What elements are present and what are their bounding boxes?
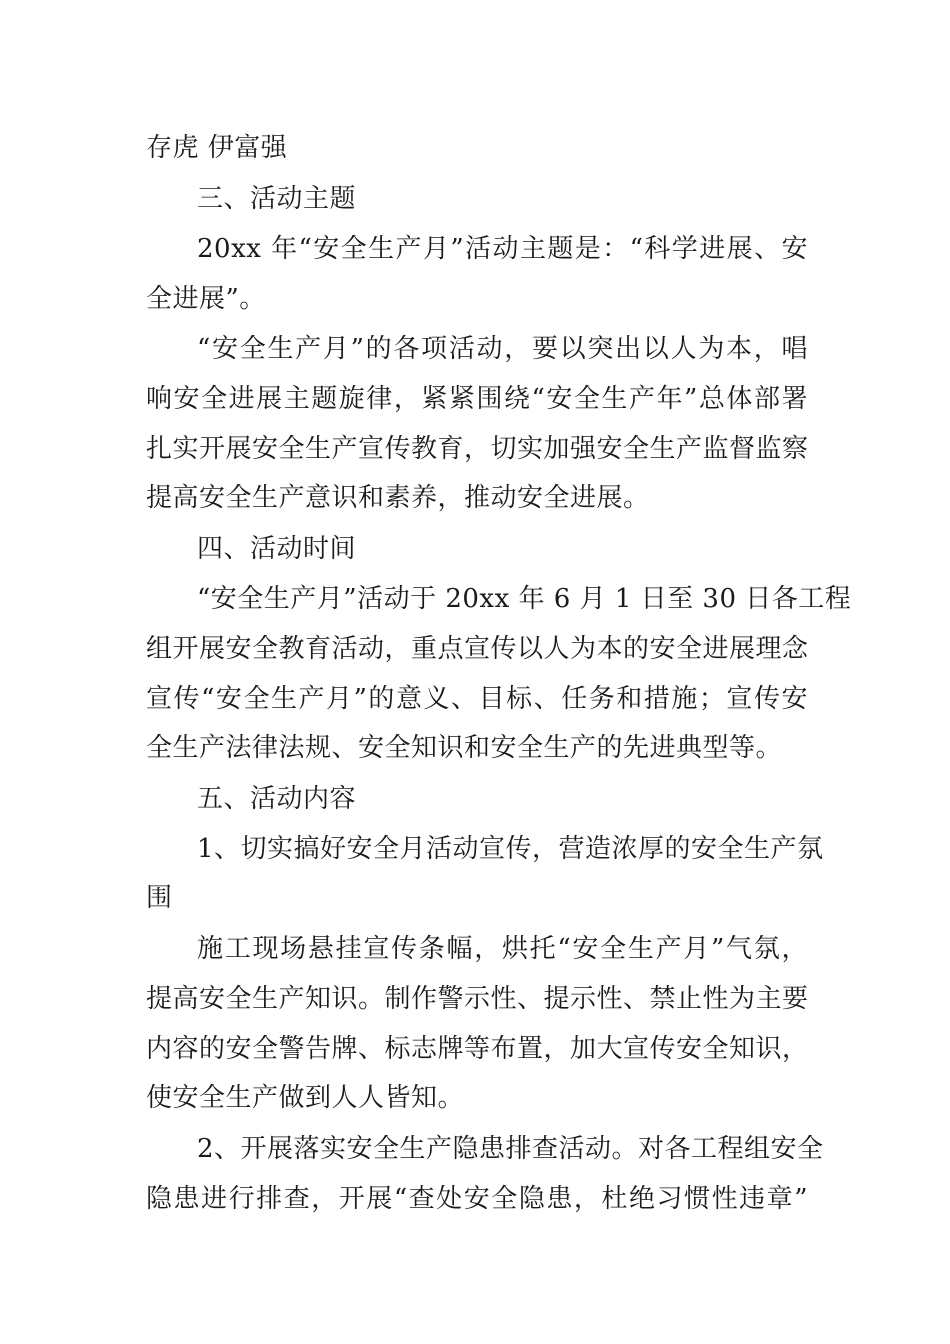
section-heading-theme: 三、活动主题 [197, 184, 357, 214]
paragraph-line: 全进展”。 [146, 284, 266, 314]
paragraph-line: 提高安全生产知识。制作警示性、提示性、禁止性为主要 [146, 984, 809, 1014]
paragraph-line: 2、开展落实安全生产隐患排查活动。对各工程组安全 [197, 1134, 824, 1164]
paragraph-line: 1、切实搞好安全月活动宣传，营造浓厚的安全生产氛 [197, 834, 824, 864]
paragraph-line: 20xx 年“安全生产月”活动主题是：“科学进展、安 [197, 234, 808, 264]
participants-line: 存虎 伊富强 [146, 133, 288, 163]
paragraph-line: 施工现场悬挂宣传条幅，烘托“安全生产月”气氛， [197, 934, 808, 964]
paragraph-line: 使安全生产做到人人皆知。 [146, 1083, 465, 1113]
paragraph-line: 围 [146, 883, 173, 913]
paragraph-line: 隐患进行排查，开展“查处安全隐患，杜绝习惯性违章” [146, 1184, 808, 1214]
paragraph-line: 全生产法律法规、安全知识和安全生产的先进典型等。 [146, 733, 783, 763]
paragraph-line: 响安全进展主题旋律，紧紧围绕“安全生产年”总体部署 [146, 384, 808, 414]
paragraph-line: 内容的安全警告牌、标志牌等布置，加大宣传安全知识， [146, 1034, 809, 1064]
paragraph-line: “安全生产月”活动于 20xx 年 6 月 1 日至 30 日各工程 [197, 584, 852, 614]
paragraph-line: “安全生产月”的各项活动，要以突出以人为本，唱 [197, 334, 808, 364]
paragraph-line: 提高安全生产意识和素养，推动安全进展。 [146, 483, 650, 513]
paragraph-line: 宣传“安全生产月”的意义、目标、任务和措施；宣传安 [146, 684, 808, 714]
paragraph-line: 扎实开展安全生产宣传教育，切实加强安全生产监督监察 [146, 434, 809, 464]
section-heading-content: 五、活动内容 [197, 784, 357, 814]
paragraph-line: 组开展安全教育活动，重点宣传以人为本的安全进展理念 [146, 634, 809, 664]
section-heading-time: 四、活动时间 [197, 534, 357, 564]
